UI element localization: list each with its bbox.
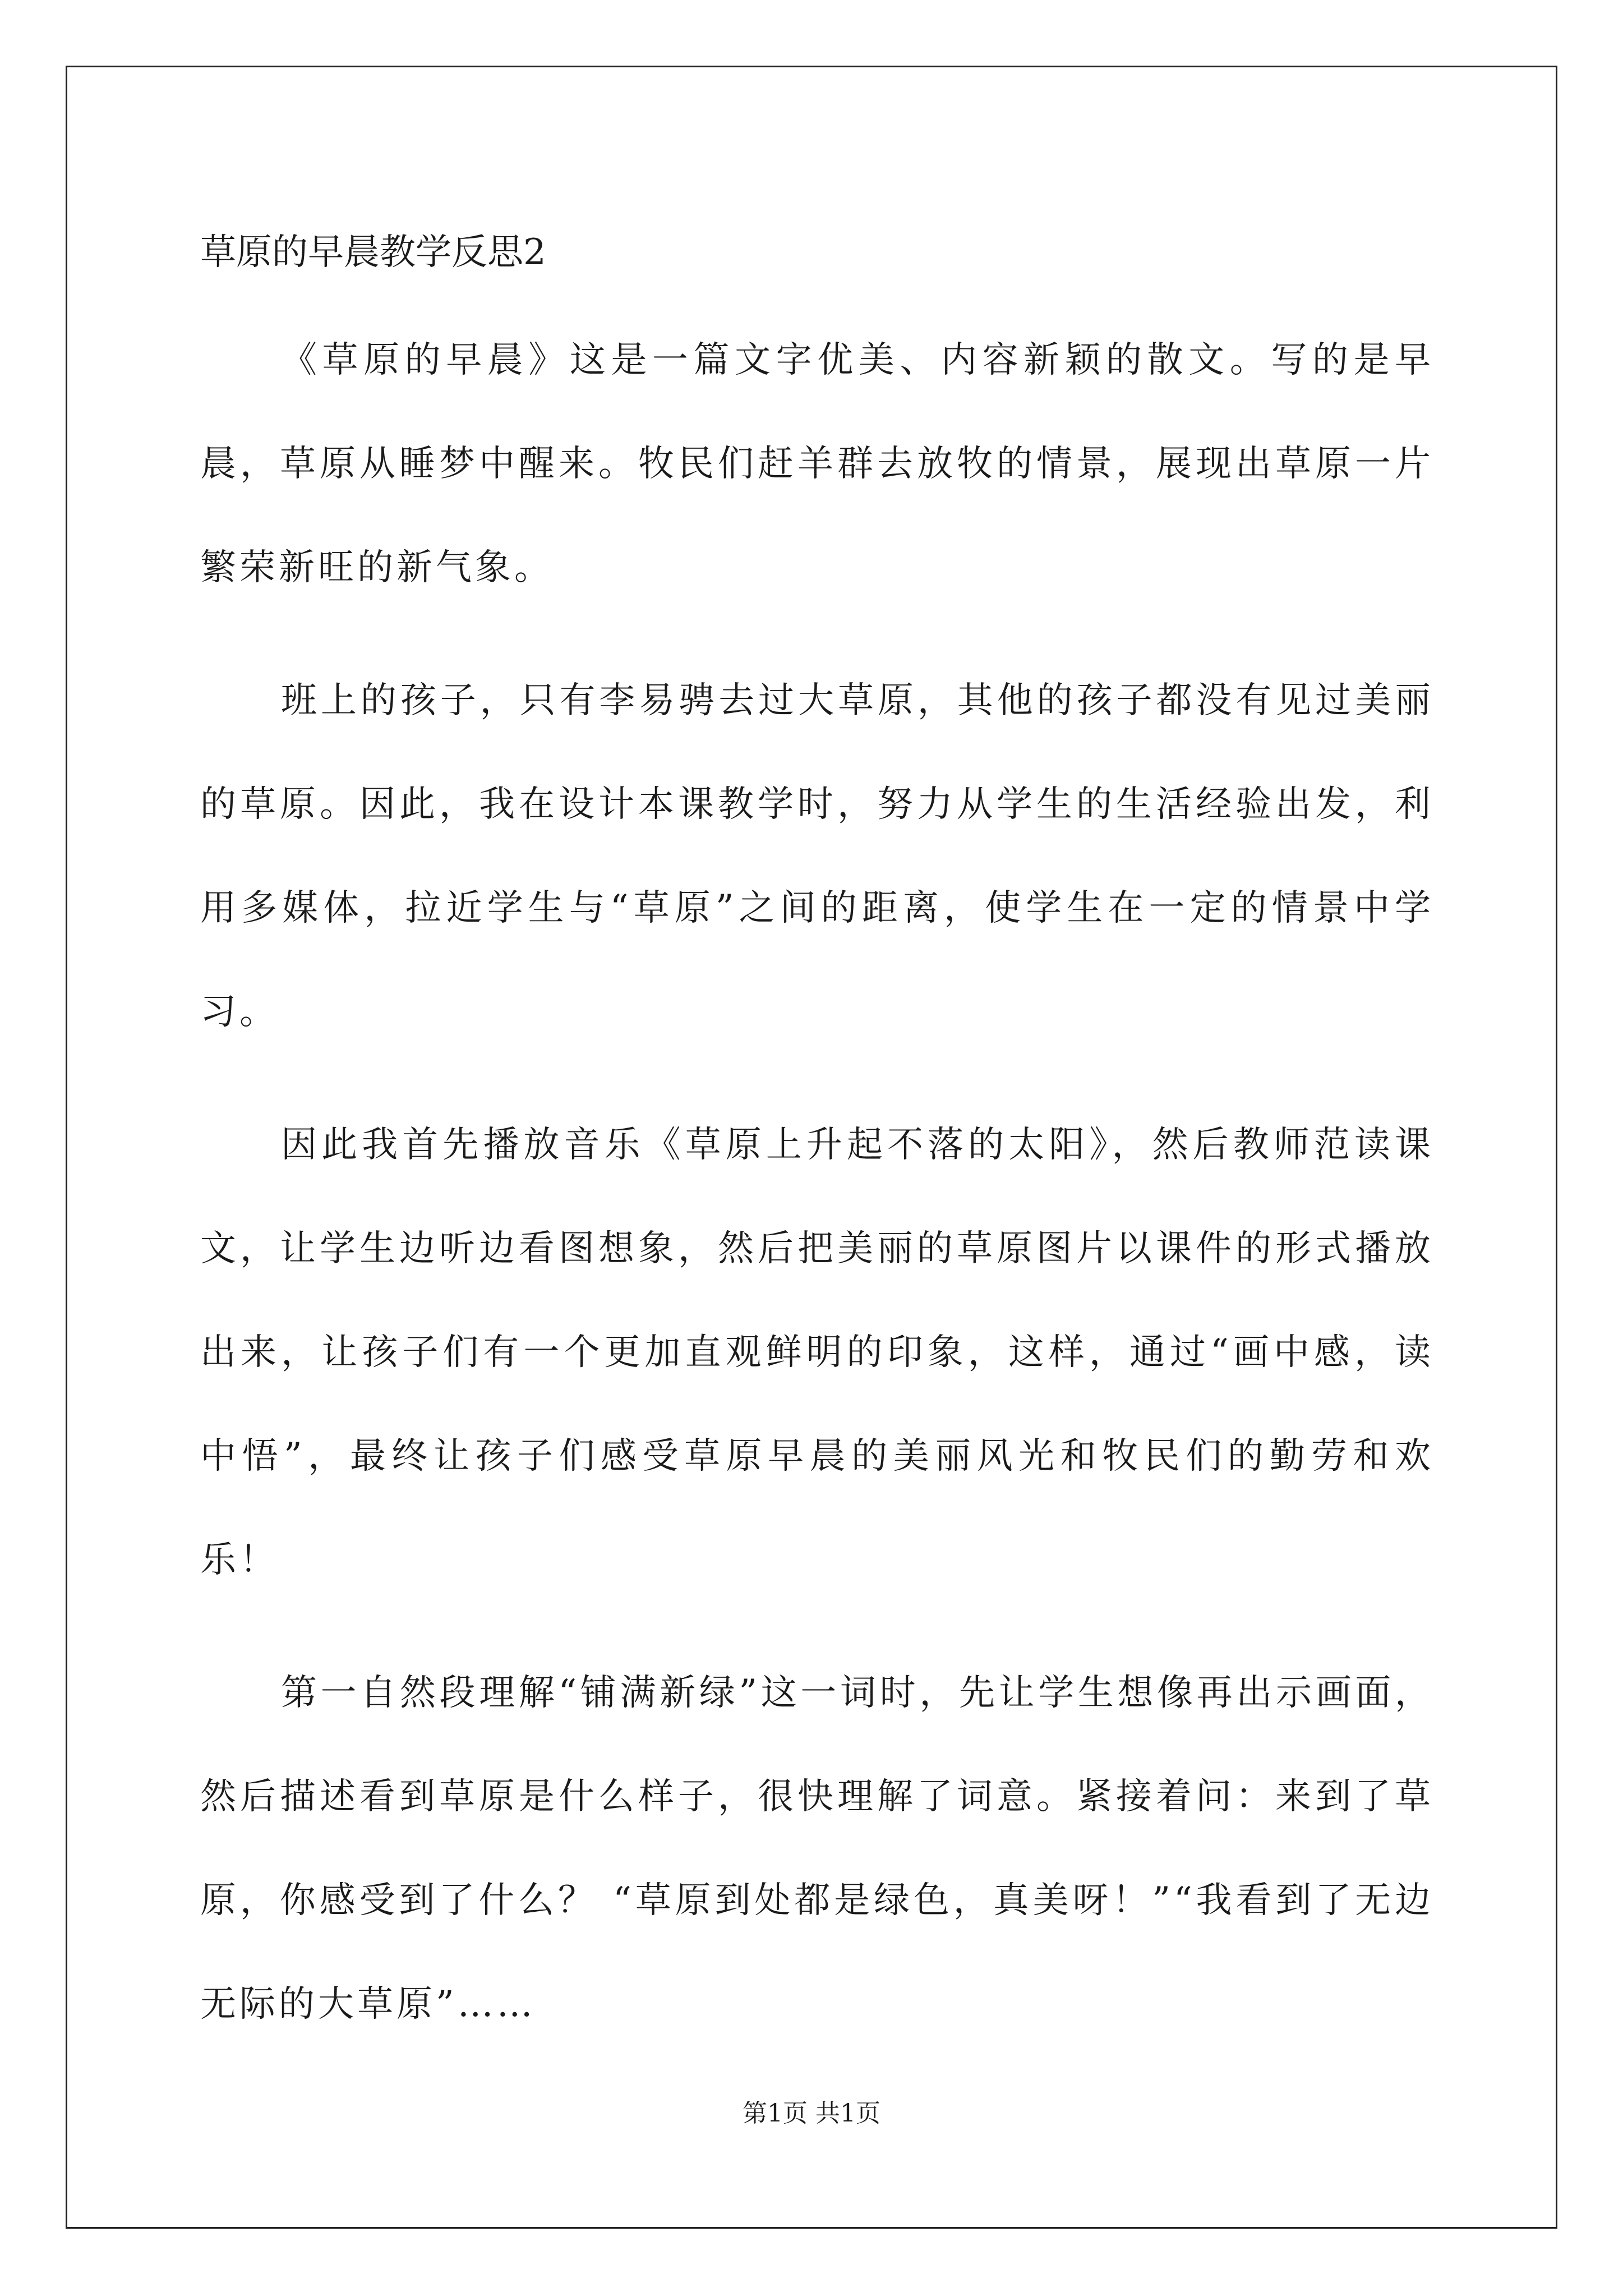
page-number-footer: 第1页 共1页: [743, 2099, 880, 2128]
paragraph-3: 因此我首先播放音乐《草原上升起不落的太阳》，然后教师范读课文，让学生边听边看图想象，然后把美丽的草原图片以课件的形式播放出来，让孩子们有一个更加直观鲜明的印象，这样，通过“画中感，读中悟”，最终让孩子们感受草原早晨的美丽风光和牧民们的勤劳和欢乐！: [200, 1124, 1434, 1581]
paragraph-4: 第一自然段理解“铺满新绿”这一词时，先让学生想像再出示画面，然后描述看到草原是什么样子，很快理解了词意。紧接着问：来到了草原，你感受到了什么？ “草原到处都是绿色，真美呀！”“我看到了无边无际的大草原”……: [200, 1672, 1434, 2025]
paragraph-1: 《草原的早晨》这是一篇文字优美、内容新颖的散文。写的是早晨，草原从睡梦中醒来。牧民们赶羊群去放牧的情景，展现出草原一片繁荣新旺的新气象。: [200, 339, 1434, 588]
paragraph-2: 班上的孩子，只有李易骋去过大草原，其他的孩子都没有见过美丽的草原。因此，我在设计本课教学时，努力从学生的生活经验出发，利用多媒体，拉近学生与“草原”之间的距离，使学生在一定的情景中学习。: [200, 680, 1434, 1033]
document-body: [200, 219, 1434, 2056]
document-title: 草原的早晨教学反思2: [200, 232, 546, 273]
